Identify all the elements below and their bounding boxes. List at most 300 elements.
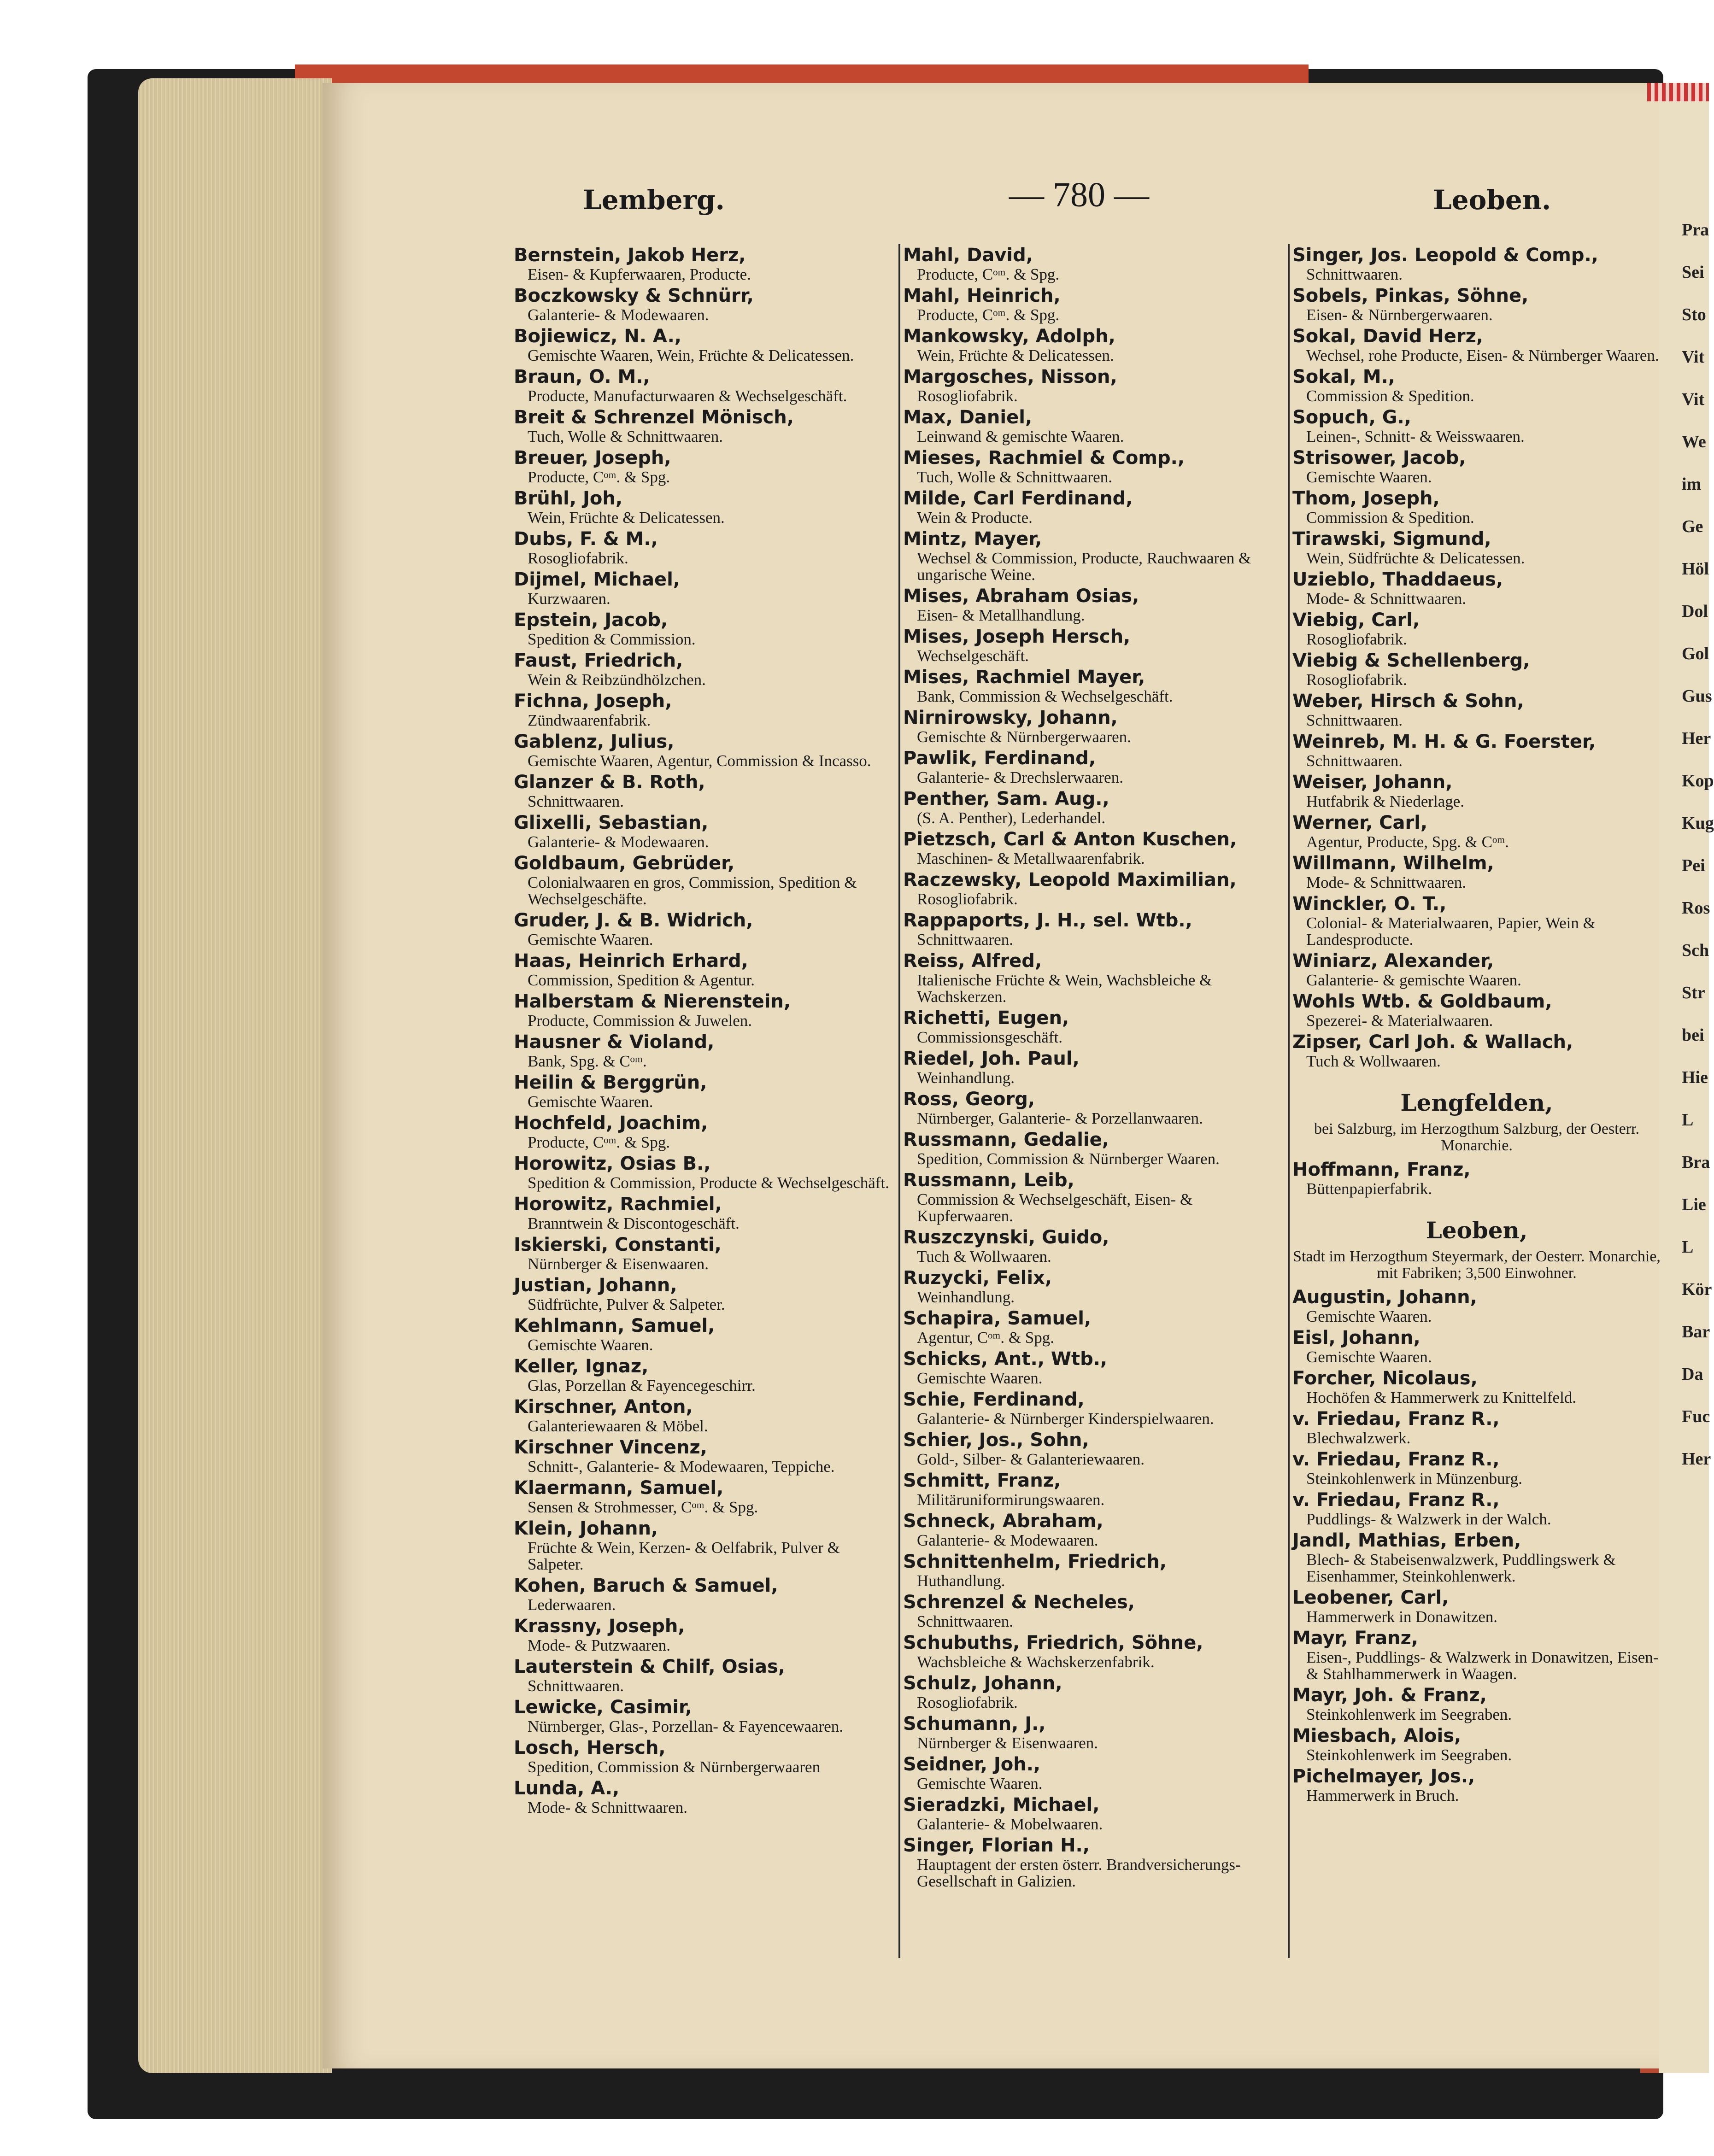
directory-entry xyxy=(514,1517,896,1573)
entry-description: Gemischte Waaren. xyxy=(1306,468,1432,486)
directory-entry xyxy=(514,909,896,948)
entry-name: Riedel, Joh. Paul, xyxy=(903,1048,1080,1069)
directory-entry xyxy=(903,1591,1286,1630)
directory-entry xyxy=(514,325,896,364)
entry-name: Forcher, Nicolaus, xyxy=(1292,1368,1478,1389)
entry-description: Gemischte & Nürnbergerwaaren. xyxy=(917,728,1131,746)
entry-name: Justian, Johann, xyxy=(514,1275,677,1296)
directory-entry xyxy=(514,1696,896,1735)
entry-name: Mahl, Heinrich, xyxy=(903,285,1061,306)
entry-name: Mankowsky, Adolph, xyxy=(903,326,1115,347)
entry-name: Miesbach, Alois, xyxy=(1292,1725,1462,1746)
entry-name: Schubuths, Friedrich, Söhne, xyxy=(903,1632,1203,1653)
facing-page-fragment: Lie xyxy=(1682,1195,1706,1214)
facing-page-fragment: Ge xyxy=(1682,517,1703,536)
directory-entry xyxy=(514,609,896,648)
entry-description: Tuch & Wollwaaren. xyxy=(1306,1052,1441,1070)
directory-entry xyxy=(903,747,1286,786)
entry-name: Max, Daniel, xyxy=(903,407,1033,428)
entry-description: Rosogliofabrik. xyxy=(1306,630,1407,648)
entry-name: Pichelmayer, Jos., xyxy=(1292,1766,1475,1787)
entry-description: Rosogliofabrik. xyxy=(917,387,1018,405)
directory-entry xyxy=(903,1048,1286,1086)
directory-entry xyxy=(903,1348,1286,1387)
directory-entry xyxy=(1292,1587,1661,1625)
entry-description: Puddlings- & Walzwerk in der Walch. xyxy=(1306,1510,1551,1528)
entry-name: Hausner & Violand, xyxy=(514,1031,715,1053)
directory-entry xyxy=(1292,325,1661,364)
entry-description: Commission & Spedition. xyxy=(1306,509,1474,527)
entry-name: Thom, Joseph, xyxy=(1292,488,1440,509)
entry-description: Agentur, Cᵒᵐ. & Spg. xyxy=(917,1329,1055,1347)
page-stack xyxy=(138,78,332,2073)
entry-name: Seidner, Joh., xyxy=(903,1754,1041,1775)
entry-description: Producte, Cᵒᵐ. & Spg. xyxy=(917,306,1060,324)
entry-description: Producte, Manufacturwaaren & Wechselgeschäft. xyxy=(528,387,847,405)
entry-name: Werner, Carl, xyxy=(1292,812,1428,833)
entry-name: Schneck, Abraham, xyxy=(903,1511,1104,1532)
directory-entry xyxy=(903,869,1286,908)
directory-entry xyxy=(1292,731,1661,769)
directory-entry xyxy=(1292,1159,1661,1197)
entry-name: Sieradzki, Michael, xyxy=(903,1794,1100,1816)
directory-entry xyxy=(514,244,896,283)
directory-entry xyxy=(514,447,896,486)
entry-description: Wechselgeschäft. xyxy=(917,647,1029,665)
entry-name: Mises, Abraham Osias, xyxy=(903,586,1139,607)
directory-entry xyxy=(514,852,896,908)
entry-name: Schnittenhelm, Friedrich, xyxy=(903,1551,1167,1572)
directory-entry xyxy=(903,828,1286,867)
facing-page-fragment: Bra xyxy=(1682,1153,1710,1172)
entry-description: Schnitt-, Galanterie- & Modewaaren, Teppiche. xyxy=(528,1458,835,1476)
directory-entry xyxy=(903,1088,1286,1127)
directory-entry xyxy=(1292,690,1661,729)
entry-name: Wohls Wtb. & Goldbaum, xyxy=(1292,991,1552,1012)
directory-entry xyxy=(514,1274,896,1313)
directory-entry xyxy=(514,285,896,323)
entry-name: Sopuch, G., xyxy=(1292,407,1411,428)
entry-name: Mayr, Joh. & Franz, xyxy=(1292,1685,1487,1706)
directory-column-1 xyxy=(514,244,896,1818)
entry-description: Wechsel, rohe Producte, Eisen- & Nürnberger Waaren. xyxy=(1306,346,1659,364)
entry-description: Kurzwaaren. xyxy=(528,590,610,608)
entry-name: Augustin, Johann, xyxy=(1292,1287,1477,1308)
entry-description: Mode- & Putzwaaren. xyxy=(528,1636,671,1654)
directory-entry xyxy=(903,1307,1286,1346)
directory-entry xyxy=(514,990,896,1029)
entry-name: Weinreb, M. H. & G. Foerster, xyxy=(1292,731,1596,752)
entry-name: Halberstam & Nierenstein, xyxy=(514,991,791,1012)
directory-entry xyxy=(1292,771,1661,810)
entry-name: Raczewsky, Leopold Maximilian, xyxy=(903,869,1237,891)
entry-description: Spedition & Commission, Producte & Wechselgeschäft. xyxy=(528,1174,889,1192)
entry-description: Steinkohlenwerk im Seegraben. xyxy=(1306,1705,1512,1723)
entry-description: Steinkohlenwerk in Münzenburg. xyxy=(1306,1470,1522,1488)
entry-name: Iskierski, Constanti, xyxy=(514,1234,722,1255)
entry-name: Tirawski, Sigmund, xyxy=(1292,528,1491,550)
entry-description: Colonial- & Materialwaaren, Papier, Wein & Landesproducte. xyxy=(1306,914,1596,949)
directory-entry xyxy=(903,626,1286,664)
section-heading: Leoben, xyxy=(1426,1217,1528,1244)
entry-name: Goldbaum, Gebrüder, xyxy=(514,853,735,874)
entry-description: Gemischte Waaren. xyxy=(917,1775,1043,1793)
facing-page-fragment: Dol xyxy=(1682,602,1708,621)
directory-entry xyxy=(1292,1031,1661,1070)
directory-entry xyxy=(1292,244,1661,283)
entry-name: Dubs, F. & M., xyxy=(514,528,658,550)
entry-name: Mahl, David, xyxy=(903,245,1033,266)
entry-name: Viebig & Schellenberg, xyxy=(1292,650,1530,671)
entry-description: Producte, Commission & Juwelen. xyxy=(528,1012,752,1030)
entry-name: Hoffmann, Franz, xyxy=(1292,1159,1471,1180)
entry-name: Penther, Sam. Aug., xyxy=(903,788,1109,809)
entry-description: Galanterie- & Modewaaren. xyxy=(528,306,709,324)
directory-entry xyxy=(514,1777,896,1816)
entry-name: Leobener, Carl, xyxy=(1292,1587,1449,1608)
entry-description: Nürnberger & Eisenwaaren. xyxy=(528,1255,709,1273)
directory-entry xyxy=(903,950,1286,1005)
entry-name: Brühl, Joh, xyxy=(514,488,623,509)
entry-description: Galanterie- & Nürnberger Kinderspielwaaren. xyxy=(917,1410,1214,1428)
entry-name: Boczkowsky & Schnürr, xyxy=(514,285,754,306)
entry-description: Schnittwaaren. xyxy=(1306,752,1403,770)
entry-description: Blech- & Stabeisenwalzwerk, Puddlingswerk & Eisenhammer, Steinkohlenwerk. xyxy=(1306,1551,1616,1585)
entry-name: Strisower, Jacob, xyxy=(1292,447,1466,469)
entry-description: Rosogliofabrik. xyxy=(917,890,1018,908)
entry-name: v. Friedau, Franz R., xyxy=(1292,1408,1500,1430)
entry-description: Italienische Früchte & Wein, Wachsbleiche & Wachskerzen. xyxy=(917,971,1212,1006)
entry-description: Schnittwaaren. xyxy=(528,792,624,810)
directory-entry xyxy=(514,690,896,729)
entry-description: Huthandlung. xyxy=(917,1572,1005,1590)
entry-description: Rosogliofabrik. xyxy=(528,549,628,567)
directory-entry xyxy=(1292,1765,1661,1804)
entry-name: Schie, Ferdinand, xyxy=(903,1389,1085,1410)
entry-description: Schnittwaaren. xyxy=(528,1677,624,1695)
directory-entry xyxy=(903,909,1286,948)
facing-page-fragment: Kör xyxy=(1682,1280,1712,1299)
section-heading: Lengfelden, xyxy=(1400,1089,1553,1116)
entry-name: Rappaports, J. H., sel. Wtb., xyxy=(903,910,1192,931)
entry-description: Galanterie- & Drechslerwaaren. xyxy=(917,768,1123,786)
entry-name: Milde, Carl Ferdinand, xyxy=(903,488,1133,509)
entry-description: Gemischte Waaren. xyxy=(1306,1348,1432,1366)
entry-name: Singer, Florian H., xyxy=(903,1835,1090,1856)
entry-description: Gemischte Waaren. xyxy=(528,1093,653,1111)
entry-name: Schulz, Johann, xyxy=(903,1673,1062,1694)
entry-description: Producte, Cᵒᵐ. & Spg. xyxy=(528,1133,670,1151)
entry-name: Russmann, Leib, xyxy=(903,1170,1074,1191)
directory-entry xyxy=(903,1470,1286,1508)
entry-name: Eisl, Johann, xyxy=(1292,1327,1421,1348)
directory-entry xyxy=(514,1153,896,1191)
entry-name: Bojiewicz, N. A., xyxy=(514,326,681,347)
entry-name: Margosches, Nisson, xyxy=(903,366,1117,387)
directory-entry xyxy=(1292,487,1661,526)
entry-description: Wein & Producte. xyxy=(917,509,1033,527)
directory-entry xyxy=(1292,650,1661,688)
entry-description: Wein, Früchte & Delicatessen. xyxy=(917,346,1114,364)
directory-entry xyxy=(1292,852,1661,891)
directory-entry xyxy=(514,568,896,607)
entry-description: Hauptagent der ersten österr. Brandversicherungs-Gesellschaft in Galizien. xyxy=(917,1856,1241,1890)
directory-entry xyxy=(514,950,896,989)
entry-name: Schapira, Samuel, xyxy=(903,1308,1092,1329)
entry-description: Blechwalzwerk. xyxy=(1306,1429,1411,1447)
directory-entry xyxy=(1292,1725,1661,1763)
directory-entry xyxy=(514,1656,896,1694)
entry-description: Weinhandlung. xyxy=(917,1069,1015,1087)
entry-description: Leinen-, Schnitt- & Weisswaaren. xyxy=(1306,428,1525,445)
directory-entry xyxy=(1292,1286,1661,1325)
entry-description: Tuch, Wolle & Schnittwaaren. xyxy=(917,468,1112,486)
entry-name: Nirnirowsky, Johann, xyxy=(903,707,1118,728)
column-rule xyxy=(898,244,900,1958)
entry-description: Tuch & Wollwaaren. xyxy=(917,1248,1051,1265)
entry-description: Galanterie- & Modewaaren. xyxy=(528,833,709,851)
entry-name: Viebig, Carl, xyxy=(1292,609,1420,631)
entry-name: Heilin & Berggrün, xyxy=(514,1072,707,1093)
entry-name: Russmann, Gedalie, xyxy=(903,1129,1109,1150)
facing-page-fragment: Pei xyxy=(1682,856,1705,875)
entry-description: Südfrüchte, Pulver & Salpeter. xyxy=(528,1295,725,1313)
facing-page-fragment: Sei xyxy=(1682,263,1704,282)
entry-name: Breuer, Joseph, xyxy=(514,447,671,469)
entry-name: Willmann, Wilhelm, xyxy=(1292,853,1494,874)
directory-entry xyxy=(514,731,896,769)
entry-description: Gemischte Waaren, Wein, Früchte & Delicatessen. xyxy=(528,346,854,364)
entry-name: Haas, Heinrich Erhard, xyxy=(514,950,748,972)
entry-name: Winckler, O. T., xyxy=(1292,893,1447,914)
directory-entry xyxy=(514,1315,896,1353)
directory-entry xyxy=(514,1615,896,1654)
entry-name: Mayr, Franz, xyxy=(1292,1628,1419,1649)
entry-name: Mieses, Rachmiel & Comp., xyxy=(903,447,1185,469)
entry-name: Sokal, David Herz, xyxy=(1292,326,1484,347)
entry-description: Branntwein & Discontogeschäft. xyxy=(528,1214,740,1232)
entry-name: Kohen, Baruch & Samuel, xyxy=(514,1575,778,1596)
entry-name: Breit & Schrenzel Mönisch, xyxy=(514,407,794,428)
directory-entry xyxy=(903,1429,1286,1468)
entry-description: Rosogliofabrik. xyxy=(917,1693,1018,1711)
directory-entry xyxy=(903,666,1286,705)
section-description: Stadt im Herzogthum Steyermark, der Oesterr. Monarchie, mit Fabriken; 3,500 Einwohner. xyxy=(1293,1248,1661,1282)
entry-name: Keller, Ignaz, xyxy=(514,1356,649,1377)
entry-name: Losch, Hersch, xyxy=(514,1737,666,1758)
entry-description: Schnittwaaren. xyxy=(917,931,1013,949)
entry-description: Hammerwerk in Donawitzen. xyxy=(1306,1608,1497,1626)
entry-description: Commission & Wechselgeschäft, Eisen- & Kupferwaaren. xyxy=(917,1190,1193,1225)
directory-entry xyxy=(903,1834,1286,1890)
entry-description: Hammerwerk in Bruch. xyxy=(1306,1787,1459,1804)
entry-description: Wein, Früchte & Delicatessen. xyxy=(528,509,725,527)
entry-name: Jandl, Mathias, Erben, xyxy=(1292,1530,1521,1551)
directory-entry xyxy=(1292,893,1661,948)
directory-entry xyxy=(903,1389,1286,1427)
facing-page-fragment: Da xyxy=(1682,1365,1703,1384)
entry-name: Schumann, J., xyxy=(903,1713,1046,1734)
directory-entry xyxy=(514,487,896,526)
entry-name: Kehlmann, Samuel, xyxy=(514,1315,715,1336)
directory-entry xyxy=(1292,812,1661,850)
entry-description: Nürnberger & Eisenwaaren. xyxy=(917,1734,1098,1752)
entry-name: Glanzer & B. Roth, xyxy=(514,772,705,793)
entry-name: Gablenz, Julius, xyxy=(514,731,675,752)
directory-entry xyxy=(514,1737,896,1775)
entry-description: Commissionsgeschäft. xyxy=(917,1028,1062,1046)
facing-page-fragment: Fuc xyxy=(1682,1407,1710,1426)
directory-entry xyxy=(1292,1408,1661,1447)
entry-name: Mintz, Mayer, xyxy=(903,528,1042,550)
facing-page-fragment: We xyxy=(1682,432,1706,451)
entry-name: Lunda, A., xyxy=(514,1778,620,1799)
facing-page-text xyxy=(1682,220,1714,1493)
facing-page-fragment: Hie xyxy=(1682,1068,1708,1087)
directory-entry xyxy=(514,406,896,445)
facing-page-fragment: L xyxy=(1682,1237,1694,1257)
directory-entry xyxy=(903,325,1286,364)
entry-name: Pietzsch, Carl & Anton Kuschen, xyxy=(903,829,1237,850)
directory-entry xyxy=(903,1267,1286,1306)
column-rule xyxy=(1288,244,1290,1958)
directory-entry xyxy=(1292,447,1661,486)
directory-entry xyxy=(903,285,1286,323)
facing-page-fragment: Str xyxy=(1682,983,1705,1002)
entry-name: Fichna, Joseph, xyxy=(514,691,672,712)
entry-description: Militäruniformirungswaaren. xyxy=(917,1491,1105,1509)
directory-entry xyxy=(514,1234,896,1272)
entry-name: Klein, Johann, xyxy=(514,1518,658,1539)
entry-name: Ruszczynski, Guido, xyxy=(903,1227,1109,1248)
entry-description: Gemischte Waaren. xyxy=(528,931,653,949)
entry-description: Commission & Spedition. xyxy=(1306,387,1474,405)
entry-name: Weiser, Johann, xyxy=(1292,772,1453,793)
facing-page-fragment: L xyxy=(1682,1110,1694,1130)
entry-name: Braun, O. M., xyxy=(514,366,650,387)
entry-description: Wachsbleiche & Wachskerzenfabrik. xyxy=(917,1653,1155,1671)
directory-entry xyxy=(514,1396,896,1435)
entry-description: Tuch, Wolle & Schnittwaaren. xyxy=(528,428,723,445)
facing-page-fragment: Gus xyxy=(1682,686,1712,706)
entry-name: Mises, Joseph Hersch, xyxy=(903,626,1131,647)
entry-name: Horowitz, Rachmiel, xyxy=(514,1194,722,1215)
facing-page-fragment: Vit xyxy=(1682,390,1705,409)
directory-entry xyxy=(1292,285,1661,323)
facing-page-fragment: Ros xyxy=(1682,898,1710,918)
entry-name: Sobels, Pinkas, Söhne, xyxy=(1292,285,1529,306)
directory-entry xyxy=(1292,1684,1661,1723)
facing-page-fragment: Vit xyxy=(1682,347,1705,367)
facing-page-fragment: bei xyxy=(1682,1025,1704,1045)
entry-description: Mode- & Schnittwaaren. xyxy=(528,1799,687,1816)
directory-entry xyxy=(514,771,896,810)
entry-name: Zipser, Carl Joh. & Wallach, xyxy=(1292,1031,1573,1053)
entry-name: Kirschner, Anton, xyxy=(514,1396,693,1418)
directory-entry xyxy=(903,487,1286,526)
entry-name: Gruder, J. & B. Widrich, xyxy=(514,910,753,931)
directory-entry xyxy=(1292,568,1661,607)
directory-entry xyxy=(903,366,1286,404)
facing-page-fragment: Gol xyxy=(1682,644,1709,663)
entry-description: Producte, Cᵒᵐ. & Spg. xyxy=(917,265,1060,283)
directory-entry xyxy=(514,812,896,850)
entry-name: v. Friedau, Franz R., xyxy=(1292,1449,1500,1470)
directory-entry xyxy=(1292,1327,1661,1365)
entry-description: Nürnberger, Glas-, Porzellan- & Fayencewaaren. xyxy=(528,1717,844,1735)
facing-page-fragment: Sch xyxy=(1682,941,1709,960)
entry-name: Klaermann, Samuel, xyxy=(514,1477,724,1499)
entry-description: Schnittwaaren. xyxy=(1306,711,1403,729)
entry-description: Eisen- & Kupferwaaren, Producte. xyxy=(528,265,751,283)
entry-name: Weber, Hirsch & Sohn, xyxy=(1292,691,1524,712)
entry-description: Bank, Spg. & Cᵒᵐ. xyxy=(528,1052,647,1070)
entry-description: Weinhandlung. xyxy=(917,1288,1015,1306)
entry-name: Bernstein, Jakob Herz, xyxy=(514,245,746,266)
directory-entry xyxy=(903,1169,1286,1224)
directory-entry xyxy=(903,244,1286,283)
entry-description: Producte, Cᵒᵐ. & Spg. xyxy=(528,468,670,486)
entry-description: Colonialwaaren en gros, Commission, Spedition & Wechselgeschäfte. xyxy=(528,873,857,908)
entry-name: Epstein, Jacob, xyxy=(514,609,668,631)
entry-description: Leinwand & gemischte Waaren. xyxy=(917,428,1124,445)
entry-name: Lewicke, Casimir, xyxy=(514,1697,693,1718)
entry-description: Gemischte Waaren. xyxy=(528,1336,653,1354)
entry-description: Steinkohlenwerk im Seegraben. xyxy=(1306,1746,1512,1764)
directory-entry xyxy=(1292,990,1661,1029)
directory-entry xyxy=(903,788,1286,826)
entry-name: Ruzycki, Felix, xyxy=(903,1267,1052,1289)
entry-description: Lederwaaren. xyxy=(528,1596,616,1614)
entry-description: Sensen & Strohmesser, Cᵒᵐ. & Spg. xyxy=(528,1498,758,1516)
entry-description: Glas, Porzellan & Fayencegeschirr. xyxy=(528,1377,756,1394)
facing-page-fragment: Kop xyxy=(1682,771,1714,791)
entry-description: Galanterie- & gemischte Waaren. xyxy=(1306,971,1521,989)
entry-name: Dijmel, Michael, xyxy=(514,569,680,590)
entry-description: Wein & Reibzündhölzchen. xyxy=(528,671,706,689)
entry-description: Wechsel & Commission, Producte, Rauchwaaren & ungarische Weine. xyxy=(917,549,1251,584)
directory-entry xyxy=(514,1193,896,1232)
entry-description: Früchte & Wein, Kerzen- & Oelfabrik, Pulver & Salpeter. xyxy=(528,1539,840,1573)
running-head-left: Lemberg. xyxy=(583,184,725,216)
directory-entry xyxy=(903,1129,1286,1167)
entry-description: Mode- & Schnittwaaren. xyxy=(1306,873,1466,891)
entry-description: Wein, Südfrüchte & Delicatessen. xyxy=(1306,549,1525,567)
directory-entry xyxy=(1292,609,1661,648)
directory-entry xyxy=(514,1477,896,1516)
directory-entry xyxy=(903,447,1286,486)
entry-description: Bank, Commission & Wechselgeschäft. xyxy=(917,687,1173,705)
entry-name: Faust, Friedrich, xyxy=(514,650,683,671)
directory-entry xyxy=(514,1031,896,1070)
entry-description: Maschinen- & Metallwaarenfabrik. xyxy=(917,850,1145,867)
directory-entry xyxy=(1292,406,1661,445)
page-number: — 780 — xyxy=(1009,176,1149,214)
entry-description: Agentur, Producte, Spg. & Cᵒᵐ. xyxy=(1306,833,1509,851)
directory-entry xyxy=(1292,950,1661,989)
entry-description: Mode- & Schnittwaaren. xyxy=(1306,590,1466,608)
entry-description: Spedition, Commission & Nürnberger Waaren. xyxy=(917,1150,1220,1168)
entry-name: Singer, Jos. Leopold & Comp., xyxy=(1292,245,1598,266)
entry-name: Hochfeld, Joachim, xyxy=(514,1113,708,1134)
entry-description: Spezerei- & Materialwaaren. xyxy=(1306,1012,1493,1030)
directory-entry xyxy=(903,1226,1286,1265)
directory-entry xyxy=(903,1632,1286,1670)
directory-entry xyxy=(1292,1489,1661,1528)
entry-description: Nürnberger, Galanterie- & Porzellanwaaren. xyxy=(917,1109,1203,1127)
entry-description: Gemischte Waaren, Agentur, Commission & Incasso. xyxy=(528,752,871,770)
directory-entry xyxy=(903,1713,1286,1752)
